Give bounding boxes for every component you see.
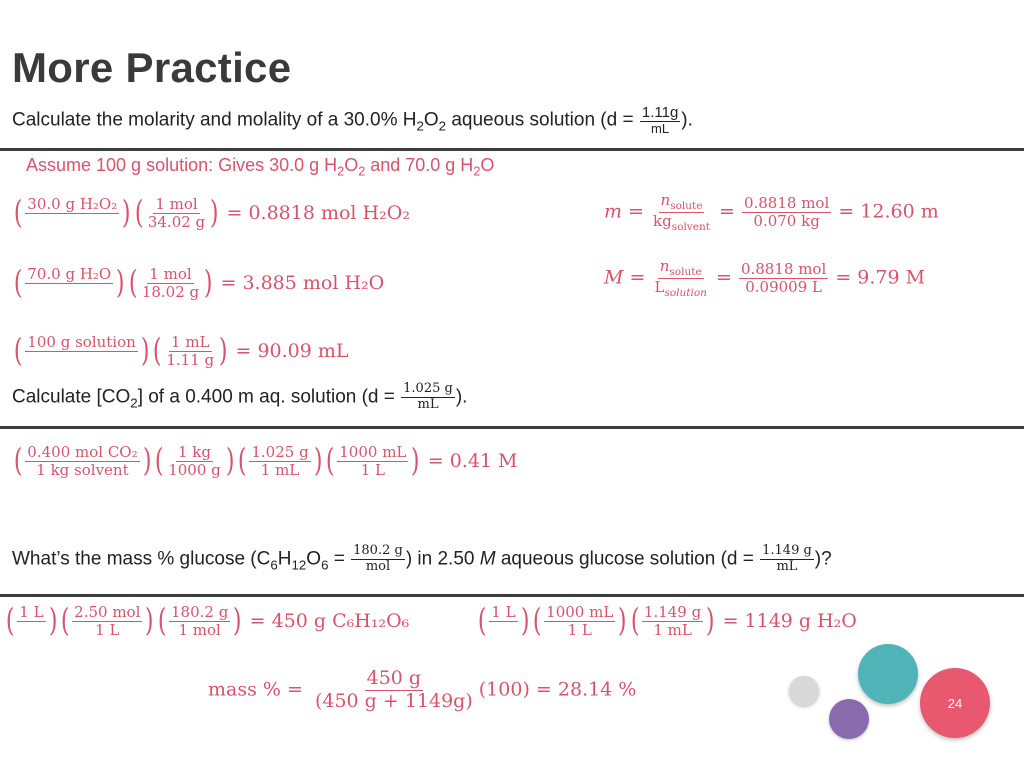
assumption-text: Assume 100 g solution: Gives 30.0 g $H_2O_2$ and 70.0 g $H_2O$ <box>26 155 495 179</box>
mass-percent-equation: mass % = $\frac{450 g}{(450 g + 1149g)}$ (100) = 28.14 % <box>208 667 637 712</box>
decor-circle-teal <box>858 644 918 704</box>
calc-moles-h2o: ( 70.0 g H₂O ) ( $\frac{\text{1 mol}}{18.02 g}$ ) = 3.885 mol H₂O <box>12 266 384 302</box>
divider-1 <box>0 148 1024 151</box>
decor-circle-purple <box>829 699 869 739</box>
problem-1-text: Calculate the molarity and molality of a 30.0% $H_2O_2$ aqueous solution (d = $\frac{1.11g}{mL}$ ). <box>12 104 693 137</box>
molality-equation: m = $\frac{n_{solute}}{kg_{solvent}}$ = $\frac{\text{0.8818 mol}}{0.070 kg}$ = 12.60 m <box>604 191 939 234</box>
calc-water-mass: ( 1 L ) ( $\frac{1000 mL}{1 L}$ ) ( $\frac{1.149 g}{1 mL}$ ) = 1149 g H₂O <box>476 604 857 640</box>
calc-volume: ( 100 g solution ) ( $\frac{1 mL}{1.11 g}$ ) = 90.09 mL <box>12 334 349 370</box>
calc-co2-concentration: ( $\frac{\text{0.400 mol CO₂}}{\text{1 kg solvent}}$ ) ( $\frac{1 kg}{1000 g}$ ) ( $\frac{1.025 g}{1 mL}$ ) ( $\frac{1000 mL}{1 L}$ ) = 0.41 M <box>12 444 518 480</box>
decor-circle-gray <box>789 676 819 706</box>
divider-3 <box>0 594 1024 597</box>
page-title: More Practice <box>12 44 292 91</box>
molarity-equation: M = $\frac{n_{solute}}{L_{solution}}$ = $\frac{\text{0.8818 mol}}{0.09009 L}$ = 9.79 M <box>604 257 926 300</box>
divider-2 <box>0 426 1024 429</box>
calc-glucose-mass: ( 1 L ) ( $\frac{\text{2.50 mol}}{1 L}$ ) ( $\frac{180.2 g}{\text{1 mol}}$ ) = 450 g C₆H₁₂O₆ <box>4 604 409 640</box>
problem-2-text: Calculate $[CO_2]$ of a 0.400 m aq. solution (d = $\frac{1.025 g}{mL}$ ). <box>12 381 468 412</box>
calc-moles-h2o2: ( 30.0 g H₂O₂ ) ( $\frac{\text{1 mol}}{34.02 g}$ ) = 0.8818 mol H₂O₂ <box>12 196 410 232</box>
slide-number: 24 <box>920 668 990 738</box>
problem-3-text: What’s the mass % glucose ($C_6H_{12}O_6$ = $\frac{180.2 g}{\text{mol}}$ ) in 2.50 M aqueous glucose solution (d = $\frac{1.149 g}{mL}$ )? <box>12 543 832 574</box>
